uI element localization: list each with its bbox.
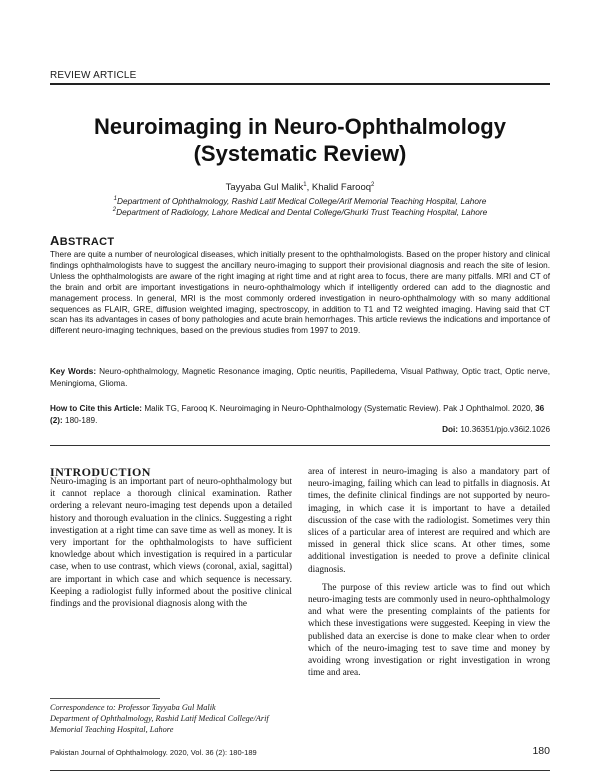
body-paragraph: The purpose of this review article was to find out which neuro-imaging tests are commonly used in neuro-ophthalmology and what were the presenting complaints of the patients for which these investigations were suggested. Keeping in view the published data an exercise is done to make clear when to order which of the neuro-imaging test to save time and money by avoiding wrong investigation or right investigation in wrong time and area. [308,582,550,679]
title-line-2: (Systematic Review) [193,141,407,166]
abstract-heading-rest: BSTRACT [59,236,115,248]
affiliation-text: Department of Ophthalmology, Rashid Latif Medical College/Arif Memorial Teaching Hospital, Lahore [116,196,487,206]
title-line-1: Neuroimaging in Neuro-Ophthalmology [94,114,506,139]
author-name: Khalid Farooq [311,182,372,193]
body-paragraph: Neuro-imaging is an important part of neuro-ophthalmology but it cannot replace a thorough clinical examination. Rather ordering a relevant neuro-imaging test depends upon a detailed history and thorough evaluation in the clinics. Suggesting a right investigation at a right time can save time as well as money. It is very important for the ophthalmologists to have sufficient knowledge about which investigation is required in a particular case, when to use contrast, which views (coronal, axial, sagittal) are important in which case and which sequence is necessary. Keeping a radiologist fully informed about the positive clinical findings and the provisional diagnosis along with the [50,477,292,610]
citation-label: How to Cite this Article: [50,404,143,413]
author-list [50,182,550,193]
affiliation-2 [50,207,550,218]
footer-rule [50,770,550,771]
affiliation-sup: 2 [112,207,117,214]
introduction-heading: INTRODUCTION [50,465,151,479]
abstract-text: There are quite a number of neurological diseases, which initially present to the ophthalmologists. Based on the proper history and clinical findings ophthalmologists have to suggest the ancillary neuro-imaging to support their provisional diagnosis and reach the site of lesion. Unless the ophthalmologists are aware of the right imaging at right time and at right area to focus, there are many pitfalls. MRI and CT of the brain and orbit are important investigations in neuro-ophthalmology which if intelligently ordered can add to the diagnostic and management process. In general, MRI is the most commonly ordered investigation in neuro-ophthalmology with so many additional sequences as FLAIR, GRE, diffusion weighted imaging, spectroscopy, in addition to T1 and T2 weighted imaging. Having said that CT scan has its advantages in cases of bony pathologies and acute brain hemorrhages. This article reviews the indications and importance of different neuro-imaging techniques, based on the previous studies from 1997 to 2019. [50,250,550,336]
section-divider [50,445,550,446]
footer-journal: Pakistan Journal of Ophthalmology. 2020, Vol. 36 (2): 180-189 [50,748,257,757]
citation-text: Malik TG, Farooq K. Neuroimaging in Neuro-Ophthalmology (Systematic Review). Pak J Ophthalmol. 2020, [144,404,533,413]
header-rule [50,83,550,85]
body-column-right [308,466,550,679]
affiliation-sup: 1 [113,196,117,203]
body-paragraph: area of interest in neuro-imaging is also a mandatory part of neuro-imaging, failing which can lead to pitfalls in diagnosis. At times, the definite clinical findings are not supported by neuro-imaging, in which case it is important to have a detailed discussion of the case with the radiologist. Sometimes very thin slices of a particular area of interest are required and which are missed in general thick slice scans. At other times, some additional investigation is needed to prove a definite clinical diagnosis. [308,467,550,575]
author-name: Tayyaba Gul Malik [225,182,304,193]
citation [50,403,550,426]
article-title [50,113,550,167]
affiliation-1 [50,196,550,207]
correspondence [50,703,292,735]
author-sup: 1 [303,181,307,188]
keywords-text: Neuro-ophthalmology, Magnetic Resonance imaging, Optic neuritis, Papilledema, Visual Pathway, Optic tract, Optic nerve, Meningioma, Glioma. [50,367,550,388]
citation-pages: 180-189. [65,415,98,425]
doi[interactable] [442,425,550,434]
correspondence-rule [50,698,160,699]
correspondence-line: Correspondence to: Professor Tayyaba Gul Malik [50,703,216,712]
abstract-heading-cap: A [50,233,60,248]
author-separator: , [306,182,312,193]
author-sup: 2 [371,181,375,188]
keywords [50,366,550,389]
doi-value[interactable]: 10.36351/pjo.v36i2.1026 [460,425,550,434]
correspondence-line: Department of Ophthalmology, Rashid Latif Medical College/Arif Memorial Teaching Hospital, Lahore [50,713,269,734]
page-number: 180 [532,745,550,757]
section-label: REVIEW ARTICLE [50,70,137,81]
keywords-label: Key Words: [50,367,97,376]
citation-volume: 36 (2): [50,404,545,425]
body-column-left [50,476,292,610]
affiliation-text: Department of Radiology, Lahore Medical and Dental College/Ghurki Trust Teaching Hospital, Lahore [116,207,488,217]
abstract-heading [50,233,114,248]
doi-label: Doi: [442,425,459,434]
